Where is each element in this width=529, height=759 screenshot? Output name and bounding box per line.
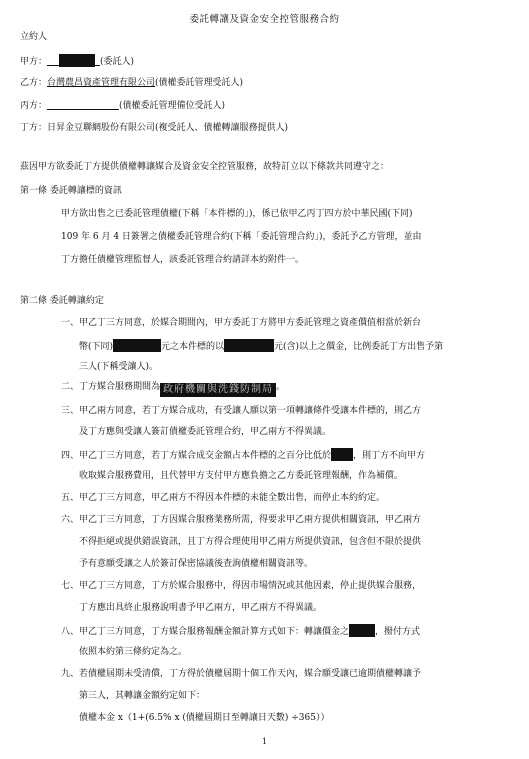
article-1-line-2: 109 年 6 月 4 日簽署之債權委託管理合約(下稱「委託管理合約」)，委託予乙方管理，並由: [61, 232, 422, 242]
clause-1-text-b: 元之本件標的以: [161, 342, 225, 352]
clause-4-line-1: [61, 448, 425, 462]
clause-1-redaction-2: [224, 339, 274, 352]
clause-6-line-2: 不得拒絕或提供錯誤資訊，且丁方得合理使用甲乙兩方所提供資訊，包含但不限於提供: [79, 537, 422, 547]
party-c-label: 丙方：: [20, 101, 48, 111]
clause-8-line-2: 依照本約第三條約定為之。: [79, 647, 188, 657]
clause-7-line-1: [61, 580, 421, 592]
article-2-heading: 第二條 委託轉讓約定: [20, 296, 104, 306]
party-a-redaction: [59, 54, 95, 67]
clause-5-text: 甲乙丁三方同意，甲乙兩方不得因本件標的未能全數出售，而停止本約約定。: [79, 493, 386, 503]
clause-4-text-a: 甲乙丁三方同意，若丁方媒合成交金額占本件標的之百分比低於: [79, 451, 332, 461]
party-b-label: 乙方：: [20, 78, 48, 88]
clause-6-number: 六、: [61, 515, 80, 525]
clause-1-text-c: 元(含)以上之價金，比例委託丁方出售予第: [274, 342, 444, 352]
party-d-label: 丁方：: [20, 123, 48, 133]
clause-3-number: 三、: [61, 406, 80, 416]
party-b-line: [20, 77, 243, 89]
clause-2-text: 丁方媒合服務期間為: [79, 382, 161, 392]
party-c-role: (債權委託管理備位受託人): [119, 101, 226, 111]
clause-8-text-a: 甲乙丁三方同意，丁方媒合服務報酬金額計算方式如下：轉讓價金之: [79, 627, 350, 637]
clause-3-line-1: [61, 405, 421, 417]
clause-4-line-2: 收取媒合服務費用，且代替甲方支付甲方應負擔之乙方委託管理報酬，作為補償。: [79, 471, 404, 481]
clause-4-number: 四、: [61, 451, 80, 461]
page-number: 1: [261, 737, 268, 746]
party-b-name: 台灣農昌資產管理有限公司: [47, 78, 156, 88]
clause-9-formula: 債權本金 x（1+(6.5% x (債權屆期日至轉讓日天數) ÷365））: [79, 713, 330, 723]
clause-2-number: 二、: [61, 382, 80, 392]
article-1-line-3: 丁方擔任債權管理監督人，該委託管理合約請詳本約附件一。: [61, 255, 305, 265]
clause-8-text-b: ，撥付方式: [375, 627, 421, 637]
party-a-blank: [47, 55, 59, 66]
clause-2-redaction: 政府機關與洗錢防制局: [160, 383, 276, 397]
parties-heading: 立約人: [20, 32, 48, 42]
clause-8-line-1: [61, 624, 420, 638]
party-b-role: (債權委託管理受託人): [155, 78, 244, 88]
clause-1-text: 甲乙丁三方同意，於媒合期間內，甲方委託丁方將甲方委託管理之資產價值相當於新台: [79, 318, 422, 328]
clause-1-number: 一、: [61, 318, 80, 328]
clause-3-line-2: 及丁方應與受讓人簽訂債權委託管理合約，甲乙兩方不得異議。: [79, 427, 332, 437]
clause-3-text: 甲乙兩方同意，若丁方媒合成功，有受讓人願以第一項轉讓條件受讓本件標的，則乙方: [79, 406, 422, 416]
clause-1-redaction-1: [113, 339, 161, 352]
clause-7-number: 七、: [61, 581, 80, 591]
clause-5-line: [61, 492, 385, 504]
clause-1-line-3: 三人(下稱受讓人)。: [79, 362, 159, 372]
clause-7-text: 甲乙丁三方同意，丁方於媒合服務中，得因市場情況或其他因素，停止提供媒合服務，: [79, 581, 422, 591]
clause-9-line-1: [61, 668, 421, 680]
clause-9-text: 若債權屆期未受清償，丁方得於債權屆期十個工作天內，媒合願受讓已逾期債權轉讓予: [79, 669, 422, 679]
clause-6-line-1: [61, 514, 421, 526]
party-a-line: [20, 54, 134, 68]
clause-4-redaction: [331, 448, 353, 461]
party-d-line: [20, 122, 288, 134]
clause-8-redaction: [349, 624, 375, 637]
party-c-blank: [47, 99, 119, 110]
clause-1-text-a: 幣(下同): [79, 342, 114, 352]
clause-2-end: 。: [276, 382, 286, 392]
clause-2-line: [61, 381, 285, 397]
party-c-line: [20, 99, 225, 112]
article-1-line-1: 甲方欲出售之已委託管理債權(下稱「本件標的」)，係已依甲乙丙丁四方於中華民國(下同): [61, 209, 413, 219]
clause-4-text-b: ，則丁方不向甲方: [353, 451, 426, 461]
clause-7-line-2: 丁方應出具終止服務說明書予甲乙兩方，甲乙兩方不得異議。: [79, 603, 323, 613]
clause-9-line-2: 第三人，其轉讓金額約定如下：: [79, 691, 206, 701]
clause-6-text: 甲乙丁三方同意，丁方因媒合服務業務所需，得要求甲乙兩方提供相關資訊，甲乙兩方: [79, 515, 422, 525]
document-title: 委託轉讓及資金安全控管服務合約: [189, 14, 340, 25]
party-a-label: 甲方：: [20, 57, 48, 67]
intro-paragraph: 茲因甲方欲委託丁方提供債權轉讓媒合及資金安全控管服務，故特訂立以下條款共同遵守之：: [20, 162, 390, 172]
party-d-text: 日昇金豆聯網股份有限公司(複受託人、債權轉讓服務提供人): [47, 123, 289, 133]
clause-9-number: 九、: [61, 669, 80, 679]
clause-5-number: 五、: [61, 493, 80, 503]
clause-1-line-2: [79, 339, 443, 353]
clause-1-line-1: [61, 317, 421, 329]
article-1-heading: 第一條 委託轉讓標的資訊: [20, 186, 122, 196]
party-a-role: (委託人): [100, 57, 135, 67]
clause-6-line-3: 予有意願受讓之人於簽訂保密協議後查詢債權相關資訊等。: [79, 559, 314, 569]
clause-8-number: 八、: [61, 627, 80, 637]
